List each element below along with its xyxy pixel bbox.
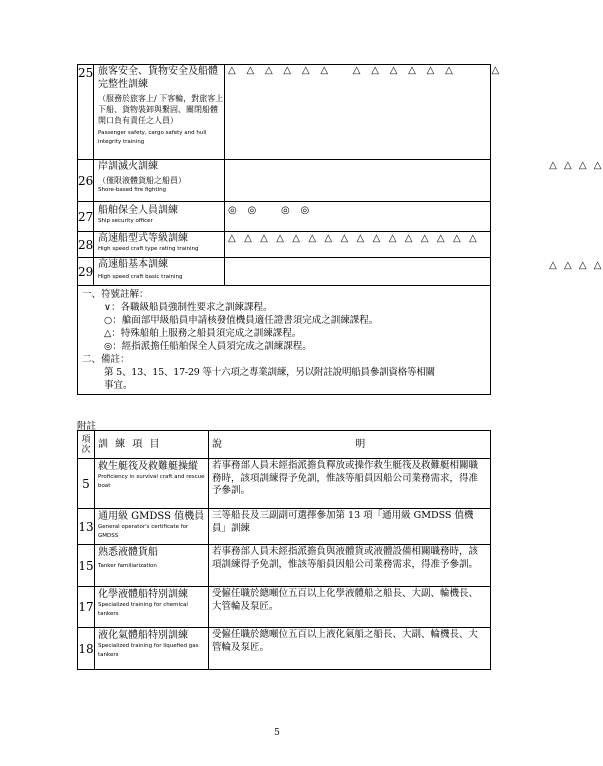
training-name-cn: 岸訓滅火訓練 [98, 161, 158, 172]
table-row [78, 160, 491, 202]
row-number: 5 [78, 459, 95, 509]
training-name-cn: 化學液體船特別訓練 [98, 589, 188, 600]
training-name-cell [94, 160, 225, 202]
requirement-marks: △ △ △ △ [225, 160, 491, 202]
training-name-cn: 高速船基本訓練 [98, 259, 168, 270]
legend-row [78, 286, 491, 395]
training-name-en: Specialized training for liquefied gas tankers [98, 643, 199, 658]
table-row [78, 232, 491, 258]
table-row [78, 459, 491, 509]
training-name-cell [94, 202, 225, 232]
training-name-cn: 旅客安全、貨物安全及船體完整性訓練 [98, 66, 218, 90]
training-name-cell [95, 587, 209, 628]
training-matrix-table [77, 64, 603, 395]
training-name-cn: 通用級 GMDSS 值機員 [98, 511, 205, 522]
legend-item: △：特殊船舶上服務之船員須完成之訓練課程。 [104, 328, 302, 339]
table-row [78, 509, 491, 545]
training-name-en: Tanker familiarization [98, 563, 157, 569]
legend-item: ○：艙面部甲級船員申請核發值機員適任證書須完成之訓練課程。 [104, 315, 379, 326]
training-name-cell [94, 258, 225, 286]
appendix-label: 附註 [77, 421, 97, 432]
training-note: （僅限液體貨船之船員） [98, 176, 186, 185]
legend-title: 一、符號註解： [82, 289, 149, 300]
table-row [78, 258, 491, 286]
description-cell: 若事務部人員未經指派擔負釋放或操作救生艇筏及救難艇相關職務時，該項訓練得予免訓，惟該等船員因船公司業務需求，得准予參訓。 [209, 459, 491, 509]
training-name-en: Shore-based fire fighting [98, 187, 167, 193]
table-row [78, 587, 491, 628]
training-name-cn: 救生艇筏及救難艇操縱 [98, 461, 198, 472]
requirement-marks: ◎ ◎ ◎ ◎ [225, 202, 491, 232]
training-name-cn: 熟悉液體貨船 [98, 547, 158, 558]
training-name-cell [95, 509, 209, 545]
training-name-en: High speed craft type rating training [98, 246, 199, 252]
page-number: 5 [274, 728, 280, 738]
training-name-en: Passenger safety, cargo safety and hull integrity training [98, 130, 207, 145]
header-description [209, 431, 491, 459]
legend-item: ∨：各職級船員強制性要求之訓練課程。 [104, 302, 273, 313]
row-number: 27 [78, 202, 94, 232]
training-name-cn: 液化氣體船特別訓練 [98, 630, 188, 641]
remarks-text: 第 5、13、15、17-29 等十六項之專業訓練，另以附註說明船員參訓資格等相關 [104, 367, 435, 378]
header-training-item: 訓 練 項 目 [95, 431, 209, 459]
training-note: （服務於旅客上/ 下客輪，對旅客上下船、貨物裝卸與繫固、關閉船體開口負有責任之人員） [98, 94, 224, 125]
row-number: 13 [78, 509, 95, 545]
row-number: 28 [78, 232, 94, 258]
header-desc-right: 明 [355, 438, 366, 450]
header-row [78, 431, 491, 459]
row-number: 18 [78, 628, 95, 670]
header-item-number: 項次 [78, 431, 95, 459]
training-name-en: Specialized training for chemical tankers [98, 602, 188, 617]
appendix-table [77, 430, 491, 670]
training-name-cn: 高速船型式等級訓練 [98, 233, 188, 244]
description-cell: 受僱任職於總噸位五百以上液化氣船之船長、大副、輪機長、大管輪及泵匠。 [209, 628, 491, 670]
training-name-cell [95, 545, 209, 587]
requirement-marks: △ △ △ △ △ △ △ △ △ △ △ △ △ △ △ △ [225, 232, 491, 258]
description-cell: 受僱任職於總噸位五百以上化學液體船之船長、大副、輪機長、大管輪及泵匠。 [209, 587, 491, 628]
training-name-en: Proficiency in survival craft and rescue boat [98, 474, 205, 489]
training-name-en: High speed craft basic training [98, 274, 183, 280]
table-row [78, 628, 491, 670]
row-number: 17 [78, 587, 95, 628]
table-row [78, 545, 491, 587]
requirement-marks: △ △ △ △ △ △ △ △ △ △ △ △ △ [225, 65, 491, 160]
remarks-text: 事宜。 [104, 380, 133, 391]
table-row [78, 65, 491, 160]
training-name-cell [95, 459, 209, 509]
description-cell: 若事務部人員未經指派擔負與液體貨或液體設備相關職務時，該項訓練得予免訓，惟該等船員因船公司業務需求，得准予參訓。 [209, 545, 491, 587]
training-name-en: Ship security officer [98, 218, 153, 224]
training-name-cell [95, 628, 209, 670]
header-desc-left: 說 [212, 438, 222, 450]
row-number: 29 [78, 258, 94, 286]
legend-item: ◎：經指派擔任船舶保全人員須完成之訓練課程。 [104, 341, 312, 352]
description-cell: 三等船長及三副副可選擇參加第 13 項「通用級 GMDSS 值機員」訓練 [209, 509, 491, 545]
training-name-cn: 船舶保全人員訓練 [98, 205, 178, 216]
training-name-cell [94, 232, 225, 258]
requirement-marks: △ △ △ △ [225, 258, 491, 286]
training-name-en: General operator's certificate for GMDSS [98, 524, 189, 539]
table-row [78, 202, 491, 232]
row-number: 26 [78, 160, 94, 202]
training-name-cell [94, 65, 225, 160]
remarks-title: 二、備註： [82, 354, 130, 365]
row-number: 25 [78, 65, 94, 160]
legend-cell [78, 286, 491, 395]
row-number: 15 [78, 545, 95, 587]
